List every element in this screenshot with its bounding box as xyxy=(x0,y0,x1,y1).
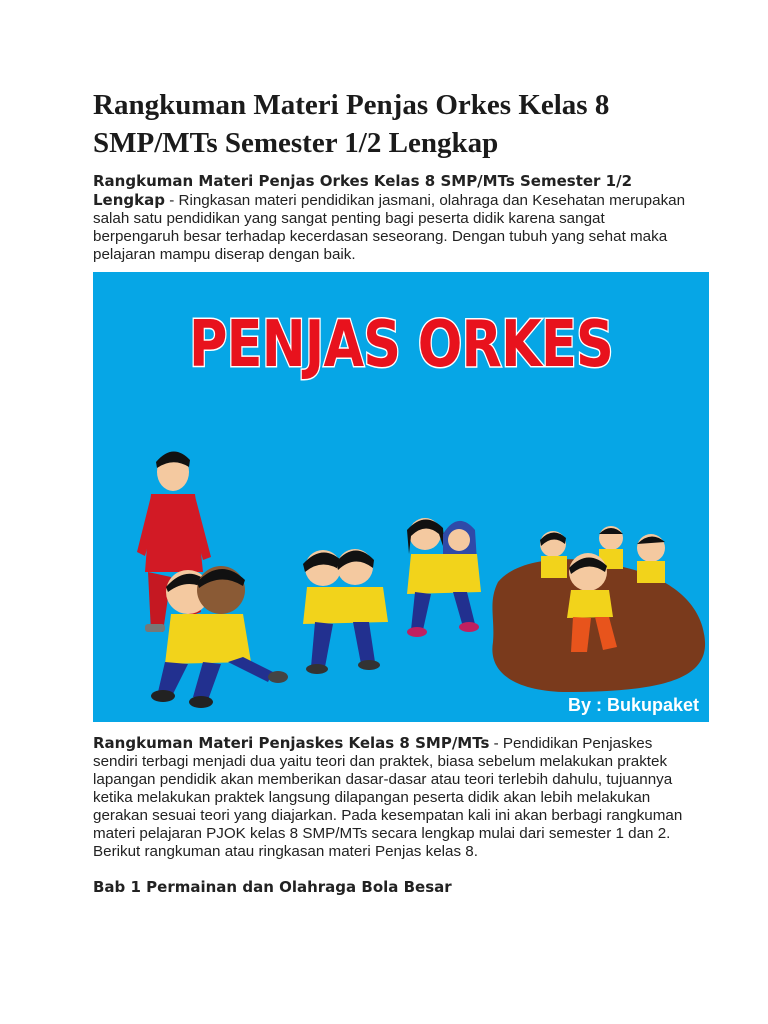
second-bold-lead: Rangkuman Materi Penjaskes Kelas 8 SMP/MTs xyxy=(93,734,490,752)
running-boys-left xyxy=(151,566,288,708)
walking-girls xyxy=(407,518,481,637)
article-title: Rangkuman Materi Penjas Orkes Kelas 8 SMP/MTs Semester 1/2 Lengkap xyxy=(93,89,610,159)
section-heading: Bab 1 Permainan dan Olahraga Bola Besar xyxy=(93,878,452,896)
second-text: - Pendidikan Penjaskes sendiri terbagi menjadi dua yaitu teori dan praktek, biasa sebelum melakukan praktek lapangan pendidik akan memberikan dasar-dasar atau teori terlebih dahulu, tujuannya ketika melakukan praktek langsung dilapangan peserta didik akan lebih melakukan gerakan sesuai teori yang diajarkan. Pada kesempatan kali ini akan berbagi rangkuman materi pelajaran PJOK kelas 8 SMP/MTs secara lengkap mulai dari semester 1 dan 2. Berikut rangkuman atau ringkasan materi Penjas kelas 8. xyxy=(93,735,683,860)
walking-kids-middle xyxy=(303,549,388,674)
penjas-orkes-illustration xyxy=(93,272,709,722)
image-credit: By : Bukupaket xyxy=(567,695,699,715)
banner-title: PENJAS ORKES xyxy=(189,308,613,382)
second-paragraph xyxy=(93,734,693,861)
article xyxy=(93,86,699,896)
intro-paragraph xyxy=(93,172,693,264)
intro-bold-lead: Rangkuman Materi Penjas Orkes Kelas 8 SMP/MTs Semester 1/2 Lengkap xyxy=(93,172,633,209)
intro-text: - Ringkasan materi pendidikan jasmani, olahraga dan Kesehatan merupakan salah satu pendidikan yang sangat penting bagi peserta didik karena sangat berpengaruh besar terhadap kecerdasan seseorang. Dengan tubuh yang sehat maka pelajaran mampu diserap dengan baik. xyxy=(93,192,686,263)
